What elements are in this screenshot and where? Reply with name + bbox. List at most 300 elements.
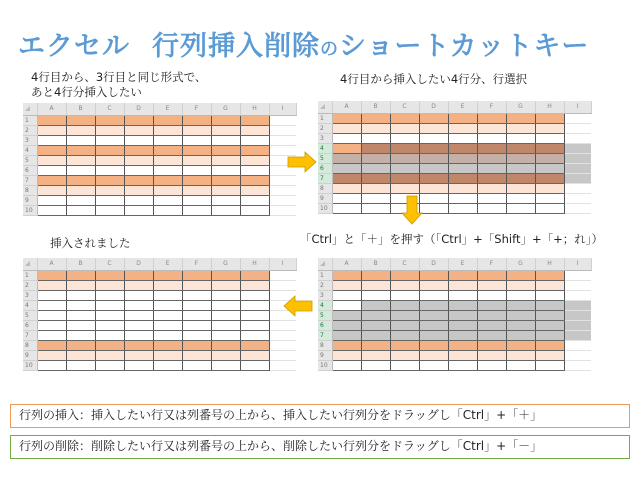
cell-F4[interactable] — [477, 143, 506, 153]
cell-C7[interactable] — [95, 175, 124, 185]
cell-H6[interactable] — [535, 320, 564, 330]
cell-D1[interactable] — [419, 270, 448, 280]
cell-B4[interactable] — [66, 145, 95, 155]
column-header-I[interactable]: I — [269, 103, 296, 115]
cell-H6[interactable] — [240, 320, 269, 330]
cell-G2[interactable] — [211, 280, 240, 290]
cell-H9[interactable] — [535, 350, 564, 360]
cell-G9[interactable] — [211, 350, 240, 360]
column-header-C[interactable]: C — [95, 258, 124, 270]
cell-E1[interactable] — [448, 113, 477, 123]
select-all-corner[interactable] — [23, 258, 37, 270]
cell-C3[interactable] — [390, 290, 419, 300]
cell-I4[interactable] — [564, 143, 591, 153]
cell-G10[interactable] — [211, 360, 240, 370]
cell-I3[interactable] — [564, 133, 591, 143]
row-header-2[interactable]: 2 — [23, 125, 37, 135]
column-header-I[interactable]: I — [269, 258, 296, 270]
cell-B3[interactable] — [66, 135, 95, 145]
cell-A8[interactable] — [37, 340, 66, 350]
cell-D2[interactable] — [419, 280, 448, 290]
cell-F7[interactable] — [477, 173, 506, 183]
cell-E6[interactable] — [448, 163, 477, 173]
row-header-1[interactable]: 1 — [23, 115, 37, 125]
cell-G5[interactable] — [211, 310, 240, 320]
column-header-G[interactable]: G — [506, 258, 535, 270]
cell-F8[interactable] — [477, 340, 506, 350]
cell-A1[interactable] — [37, 270, 66, 280]
row-header-8[interactable]: 8 — [23, 340, 37, 350]
cell-E10[interactable] — [153, 360, 182, 370]
cell-E7[interactable] — [153, 175, 182, 185]
cell-G10[interactable] — [211, 205, 240, 215]
cell-B5[interactable] — [66, 155, 95, 165]
column-header-H[interactable]: H — [535, 258, 564, 270]
cell-B1[interactable] — [361, 270, 390, 280]
cell-A10[interactable] — [332, 360, 361, 370]
column-header-C[interactable]: C — [95, 103, 124, 115]
cell-B7[interactable] — [66, 330, 95, 340]
column-header-F[interactable]: F — [182, 258, 211, 270]
cell-B6[interactable] — [66, 165, 95, 175]
cell-D6[interactable] — [419, 320, 448, 330]
row-header-10[interactable]: 10 — [23, 360, 37, 370]
select-all-corner[interactable] — [318, 101, 332, 113]
cell-D3[interactable] — [419, 133, 448, 143]
cell-H1[interactable] — [535, 113, 564, 123]
cell-I10[interactable] — [564, 203, 591, 213]
cell-I1[interactable] — [564, 270, 591, 280]
cell-A9[interactable] — [332, 350, 361, 360]
cell-A5[interactable] — [332, 310, 361, 320]
column-header-G[interactable]: G — [506, 101, 535, 113]
cell-I9[interactable] — [564, 193, 591, 203]
cell-D8[interactable] — [124, 185, 153, 195]
cell-B3[interactable] — [361, 290, 390, 300]
cell-D6[interactable] — [124, 165, 153, 175]
cell-H1[interactable] — [240, 270, 269, 280]
cell-C3[interactable] — [95, 135, 124, 145]
column-header-B[interactable]: B — [66, 258, 95, 270]
row-header-9[interactable]: 9 — [318, 350, 332, 360]
cell-E9[interactable] — [448, 350, 477, 360]
cell-E10[interactable] — [153, 205, 182, 215]
cell-D8[interactable] — [419, 340, 448, 350]
cell-F10[interactable] — [477, 203, 506, 213]
cell-H2[interactable] — [535, 123, 564, 133]
cell-C6[interactable] — [95, 165, 124, 175]
cell-I8[interactable] — [564, 183, 591, 193]
cell-G2[interactable] — [211, 125, 240, 135]
column-header-A[interactable]: A — [37, 258, 66, 270]
cell-F6[interactable] — [477, 320, 506, 330]
cell-E7[interactable] — [153, 330, 182, 340]
cell-A7[interactable] — [37, 330, 66, 340]
cell-I1[interactable] — [269, 270, 296, 280]
column-header-F[interactable]: F — [477, 258, 506, 270]
column-header-C[interactable]: C — [390, 258, 419, 270]
cell-F2[interactable] — [182, 125, 211, 135]
row-header-9[interactable]: 9 — [23, 195, 37, 205]
cell-D4[interactable] — [419, 300, 448, 310]
cell-D3[interactable] — [124, 290, 153, 300]
cell-F10[interactable] — [182, 360, 211, 370]
row-header-10[interactable]: 10 — [318, 360, 332, 370]
cell-A7[interactable] — [37, 175, 66, 185]
cell-F5[interactable] — [182, 155, 211, 165]
cell-E6[interactable] — [153, 165, 182, 175]
cell-E9[interactable] — [153, 350, 182, 360]
cell-I10[interactable] — [269, 205, 296, 215]
cell-G2[interactable] — [506, 123, 535, 133]
cell-C5[interactable] — [95, 310, 124, 320]
cell-G7[interactable] — [506, 330, 535, 340]
cell-B5[interactable] — [361, 153, 390, 163]
cell-C4[interactable] — [95, 145, 124, 155]
cell-H5[interactable] — [240, 310, 269, 320]
cell-B2[interactable] — [361, 123, 390, 133]
cell-C4[interactable] — [390, 143, 419, 153]
cell-A6[interactable] — [332, 163, 361, 173]
cell-I7[interactable] — [269, 175, 296, 185]
column-header-D[interactable]: D — [124, 103, 153, 115]
cell-G1[interactable] — [211, 270, 240, 280]
cell-E1[interactable] — [448, 270, 477, 280]
cell-D2[interactable] — [419, 123, 448, 133]
cell-F4[interactable] — [477, 300, 506, 310]
cell-E10[interactable] — [448, 360, 477, 370]
column-header-D[interactable]: D — [124, 258, 153, 270]
cell-C10[interactable] — [95, 205, 124, 215]
cell-E2[interactable] — [153, 280, 182, 290]
cell-A4[interactable] — [37, 300, 66, 310]
cell-I8[interactable] — [269, 340, 296, 350]
cell-G10[interactable] — [506, 360, 535, 370]
cell-G8[interactable] — [506, 340, 535, 350]
cell-H10[interactable] — [240, 205, 269, 215]
cell-B5[interactable] — [361, 310, 390, 320]
cell-G2[interactable] — [506, 280, 535, 290]
cell-D3[interactable] — [124, 135, 153, 145]
column-header-B[interactable]: B — [361, 258, 390, 270]
cell-B8[interactable] — [361, 183, 390, 193]
cell-E1[interactable] — [153, 115, 182, 125]
cell-A10[interactable] — [37, 205, 66, 215]
cell-D2[interactable] — [124, 125, 153, 135]
cell-A5[interactable] — [332, 153, 361, 163]
cell-D10[interactable] — [419, 360, 448, 370]
cell-B10[interactable] — [361, 360, 390, 370]
cell-E2[interactable] — [448, 123, 477, 133]
cell-A10[interactable] — [37, 360, 66, 370]
row-header-5[interactable]: 5 — [23, 310, 37, 320]
cell-A3[interactable] — [37, 135, 66, 145]
cell-F8[interactable] — [182, 340, 211, 350]
cell-E5[interactable] — [153, 155, 182, 165]
cell-B9[interactable] — [361, 350, 390, 360]
cell-C3[interactable] — [95, 290, 124, 300]
cell-A9[interactable] — [332, 193, 361, 203]
cell-E3[interactable] — [448, 133, 477, 143]
cell-H10[interactable] — [240, 360, 269, 370]
cell-G3[interactable] — [506, 133, 535, 143]
cell-E3[interactable] — [153, 135, 182, 145]
cell-E8[interactable] — [153, 340, 182, 350]
cell-E4[interactable] — [448, 143, 477, 153]
cell-E8[interactable] — [448, 183, 477, 193]
cell-C7[interactable] — [95, 330, 124, 340]
cell-G4[interactable] — [211, 145, 240, 155]
cell-G9[interactable] — [211, 195, 240, 205]
cell-H6[interactable] — [535, 163, 564, 173]
cell-I2[interactable] — [269, 280, 296, 290]
cell-G6[interactable] — [506, 163, 535, 173]
cell-G3[interactable] — [211, 290, 240, 300]
cell-A7[interactable] — [332, 330, 361, 340]
cell-G7[interactable] — [211, 330, 240, 340]
cell-H4[interactable] — [535, 300, 564, 310]
cell-D1[interactable] — [124, 270, 153, 280]
cell-A8[interactable] — [332, 183, 361, 193]
cell-F7[interactable] — [477, 330, 506, 340]
cell-H8[interactable] — [535, 340, 564, 350]
cell-D10[interactable] — [124, 205, 153, 215]
cell-H8[interactable] — [240, 185, 269, 195]
column-header-D[interactable]: D — [419, 101, 448, 113]
cell-B2[interactable] — [361, 280, 390, 290]
cell-I5[interactable] — [564, 310, 591, 320]
cell-A5[interactable] — [37, 155, 66, 165]
row-header-3[interactable]: 3 — [23, 135, 37, 145]
cell-H1[interactable] — [240, 115, 269, 125]
cell-F9[interactable] — [477, 193, 506, 203]
cell-A4[interactable] — [332, 143, 361, 153]
row-header-3[interactable]: 3 — [318, 290, 332, 300]
cell-H7[interactable] — [240, 330, 269, 340]
cell-F5[interactable] — [477, 310, 506, 320]
cell-F3[interactable] — [477, 290, 506, 300]
row-header-1[interactable]: 1 — [318, 113, 332, 123]
cell-I2[interactable] — [564, 123, 591, 133]
cell-C5[interactable] — [95, 155, 124, 165]
cell-H3[interactable] — [535, 133, 564, 143]
cell-B10[interactable] — [361, 203, 390, 213]
cell-E7[interactable] — [448, 330, 477, 340]
select-all-corner[interactable] — [23, 103, 37, 115]
cell-A1[interactable] — [332, 270, 361, 280]
cell-G3[interactable] — [211, 135, 240, 145]
cell-E4[interactable] — [153, 300, 182, 310]
cell-A5[interactable] — [37, 310, 66, 320]
cell-A6[interactable] — [37, 320, 66, 330]
cell-A9[interactable] — [37, 195, 66, 205]
cell-C4[interactable] — [390, 300, 419, 310]
cell-I5[interactable] — [564, 153, 591, 163]
cell-I10[interactable] — [564, 360, 591, 370]
cell-C8[interactable] — [390, 340, 419, 350]
cell-C2[interactable] — [390, 123, 419, 133]
select-all-corner[interactable] — [318, 258, 332, 270]
cell-G4[interactable] — [506, 143, 535, 153]
cell-G5[interactable] — [211, 155, 240, 165]
cell-B6[interactable] — [361, 320, 390, 330]
cell-I7[interactable] — [564, 330, 591, 340]
cell-C2[interactable] — [95, 125, 124, 135]
row-header-6[interactable]: 6 — [318, 320, 332, 330]
cell-C1[interactable] — [95, 115, 124, 125]
row-header-8[interactable]: 8 — [318, 340, 332, 350]
cell-F6[interactable] — [182, 165, 211, 175]
cell-G6[interactable] — [211, 165, 240, 175]
cell-E4[interactable] — [153, 145, 182, 155]
cell-D8[interactable] — [124, 340, 153, 350]
cell-G6[interactable] — [506, 320, 535, 330]
cell-E5[interactable] — [448, 310, 477, 320]
column-header-B[interactable]: B — [66, 103, 95, 115]
cell-F6[interactable] — [477, 163, 506, 173]
cell-B8[interactable] — [361, 340, 390, 350]
cell-G5[interactable] — [506, 310, 535, 320]
cell-G4[interactable] — [211, 300, 240, 310]
column-header-E[interactable]: E — [153, 103, 182, 115]
column-header-A[interactable]: A — [332, 101, 361, 113]
cell-H7[interactable] — [240, 175, 269, 185]
cell-G7[interactable] — [211, 175, 240, 185]
row-header-2[interactable]: 2 — [318, 123, 332, 133]
cell-H3[interactable] — [240, 290, 269, 300]
cell-I4[interactable] — [564, 300, 591, 310]
cell-H8[interactable] — [535, 183, 564, 193]
row-header-2[interactable]: 2 — [318, 280, 332, 290]
cell-D8[interactable] — [419, 183, 448, 193]
cell-C10[interactable] — [390, 360, 419, 370]
column-header-A[interactable]: A — [332, 258, 361, 270]
cell-H7[interactable] — [535, 330, 564, 340]
cell-E3[interactable] — [153, 290, 182, 300]
row-header-3[interactable]: 3 — [318, 133, 332, 143]
cell-C6[interactable] — [95, 320, 124, 330]
column-header-G[interactable]: G — [211, 103, 240, 115]
cell-D5[interactable] — [124, 310, 153, 320]
column-header-D[interactable]: D — [419, 258, 448, 270]
cell-E7[interactable] — [448, 173, 477, 183]
cell-B3[interactable] — [66, 290, 95, 300]
cell-I7[interactable] — [269, 330, 296, 340]
cell-B1[interactable] — [66, 270, 95, 280]
cell-A2[interactable] — [37, 280, 66, 290]
cell-D5[interactable] — [419, 310, 448, 320]
cell-E10[interactable] — [448, 203, 477, 213]
cell-E8[interactable] — [448, 340, 477, 350]
cell-D7[interactable] — [419, 173, 448, 183]
cell-H5[interactable] — [535, 153, 564, 163]
row-header-3[interactable]: 3 — [23, 290, 37, 300]
row-header-4[interactable]: 4 — [318, 143, 332, 153]
row-header-10[interactable]: 10 — [318, 203, 332, 213]
cell-F7[interactable] — [182, 175, 211, 185]
cell-C5[interactable] — [390, 310, 419, 320]
row-header-5[interactable]: 5 — [318, 310, 332, 320]
cell-A1[interactable] — [332, 113, 361, 123]
cell-B4[interactable] — [361, 143, 390, 153]
cell-G8[interactable] — [211, 185, 240, 195]
cell-A8[interactable] — [332, 340, 361, 350]
cell-F9[interactable] — [182, 195, 211, 205]
cell-D7[interactable] — [124, 175, 153, 185]
cell-F8[interactable] — [477, 183, 506, 193]
column-header-C[interactable]: C — [390, 101, 419, 113]
cell-H9[interactable] — [240, 195, 269, 205]
cell-C2[interactable] — [390, 280, 419, 290]
cell-G3[interactable] — [506, 290, 535, 300]
row-header-4[interactable]: 4 — [23, 145, 37, 155]
cell-A1[interactable] — [37, 115, 66, 125]
cell-D9[interactable] — [124, 350, 153, 360]
cell-H7[interactable] — [535, 173, 564, 183]
cell-B4[interactable] — [361, 300, 390, 310]
column-header-E[interactable]: E — [448, 258, 477, 270]
cell-F3[interactable] — [477, 133, 506, 143]
row-header-1[interactable]: 1 — [318, 270, 332, 280]
cell-B6[interactable] — [361, 163, 390, 173]
cell-E9[interactable] — [153, 195, 182, 205]
cell-D1[interactable] — [419, 113, 448, 123]
cell-F7[interactable] — [182, 330, 211, 340]
cell-B3[interactable] — [361, 133, 390, 143]
cell-G6[interactable] — [211, 320, 240, 330]
cell-A3[interactable] — [332, 133, 361, 143]
cell-H9[interactable] — [535, 193, 564, 203]
cell-B9[interactable] — [66, 350, 95, 360]
cell-I2[interactable] — [269, 125, 296, 135]
cell-H3[interactable] — [240, 135, 269, 145]
cell-B6[interactable] — [66, 320, 95, 330]
cell-D7[interactable] — [124, 330, 153, 340]
cell-D9[interactable] — [124, 195, 153, 205]
cell-I7[interactable] — [564, 173, 591, 183]
column-header-I[interactable]: I — [564, 258, 591, 270]
cell-F4[interactable] — [182, 300, 211, 310]
cell-C1[interactable] — [390, 113, 419, 123]
column-header-H[interactable]: H — [535, 101, 564, 113]
cell-G8[interactable] — [506, 183, 535, 193]
cell-B1[interactable] — [361, 113, 390, 123]
cell-B2[interactable] — [66, 125, 95, 135]
cell-I9[interactable] — [269, 350, 296, 360]
cell-E9[interactable] — [448, 193, 477, 203]
row-header-8[interactable]: 8 — [23, 185, 37, 195]
cell-C8[interactable] — [95, 340, 124, 350]
cell-B9[interactable] — [66, 195, 95, 205]
cell-G8[interactable] — [211, 340, 240, 350]
cell-C10[interactable] — [95, 360, 124, 370]
cell-I8[interactable] — [564, 340, 591, 350]
cell-B4[interactable] — [66, 300, 95, 310]
column-header-E[interactable]: E — [153, 258, 182, 270]
cell-B1[interactable] — [66, 115, 95, 125]
cell-F6[interactable] — [182, 320, 211, 330]
cell-G7[interactable] — [506, 173, 535, 183]
cell-A3[interactable] — [37, 290, 66, 300]
cell-D4[interactable] — [124, 145, 153, 155]
cell-H2[interactable] — [240, 125, 269, 135]
cell-G4[interactable] — [506, 300, 535, 310]
cell-D9[interactable] — [419, 193, 448, 203]
cell-F4[interactable] — [182, 145, 211, 155]
cell-F9[interactable] — [477, 350, 506, 360]
row-header-4[interactable]: 4 — [23, 300, 37, 310]
cell-I9[interactable] — [269, 195, 296, 205]
